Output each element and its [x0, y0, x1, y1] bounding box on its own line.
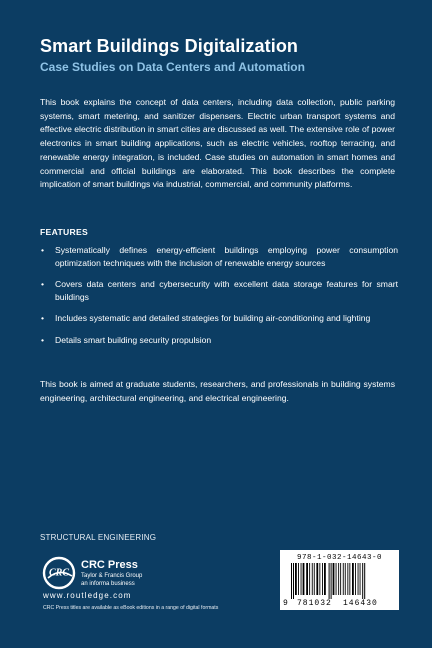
- bullet-icon: •: [41, 313, 45, 324]
- barcode-bar: [362, 563, 363, 599]
- bullet-icon: •: [41, 245, 45, 255]
- isbn-number: 978-1-032-14643-0: [296, 554, 382, 562]
- barcode-bars-icon: [291, 563, 391, 599]
- publisher-group: Taylor & Francis Group: [81, 573, 143, 579]
- feature-text: Details smart building security propulsion: [55, 334, 212, 345]
- barcode-bar: [338, 563, 339, 595]
- features-heading: FEATURES: [40, 227, 89, 237]
- barcode-bar: [333, 563, 335, 595]
- barcode-bar: [316, 563, 318, 595]
- barcode-bar: [329, 563, 330, 599]
- barcode-bar: [303, 563, 305, 595]
- barcode-bar: [314, 563, 315, 595]
- ebook-note: CRC Press titles are available as eBook editions in a range of digital formats: [43, 605, 219, 611]
- barcode-bar: [312, 563, 313, 595]
- barcode-bar: [301, 563, 302, 595]
- publisher-business: an informa business: [81, 581, 135, 587]
- feature-item: [40, 278, 398, 303]
- barcode-right-digits: 146430: [343, 599, 378, 608]
- barcode-bar: [343, 563, 344, 595]
- book-subtitle: Case Studies on Data Centers and Automation: [40, 60, 305, 74]
- barcode-bar: [349, 563, 350, 595]
- barcode-bar: [358, 563, 359, 595]
- barcode-bar: [345, 563, 346, 595]
- crc-logo-icon: [42, 556, 76, 590]
- book-title: Smart Buildings Digitalization: [40, 36, 299, 56]
- barcode-bar: [347, 563, 348, 595]
- barcode-bar: [340, 563, 341, 595]
- barcode-bar: [324, 563, 326, 595]
- barcode-bar: [331, 563, 332, 599]
- features-list: [40, 244, 398, 356]
- subject-category: STRUCTURAL ENGINEERING: [40, 533, 157, 542]
- publisher-name: CRC Press: [81, 559, 138, 571]
- bullet-icon: •: [41, 279, 45, 290]
- barcode-bar: [360, 563, 361, 595]
- barcode-bar: [364, 563, 365, 599]
- barcode-bar: [298, 563, 299, 595]
- bullet-icon: •: [41, 334, 45, 345]
- barcode-left-digits: 781032: [297, 599, 332, 608]
- audience-text: This book is aimed at graduate students, researchers, and professionals in building systems engineering, architectural engineering, and electrical engineering.: [40, 379, 395, 403]
- logo-text: CRC: [48, 567, 70, 579]
- barcode-lead-digit: 9: [283, 599, 289, 608]
- barcode-bar: [352, 563, 354, 595]
- barcode-bar: [309, 563, 310, 595]
- barcode-bar: [293, 563, 294, 599]
- barcode-bar: [306, 563, 308, 595]
- feature-text: Systematically defines energy-efficient buildings employing power consumption optimization techniques with the inclusion of renewable energy sources: [55, 245, 398, 268]
- barcode-bar: [336, 563, 337, 595]
- feature-text: Includes systematic and detailed strategies for building air-conditioning and lighting: [55, 313, 371, 324]
- publisher-website[interactable]: www.routledge.com: [43, 591, 132, 600]
- feature-item: [40, 334, 398, 347]
- isbn-barcode: [280, 550, 399, 610]
- book-description: This book explains the concept of data centers, including data collection, public parking systems, smart metering, and sanitizer dispensers. Electric urban transport systems and effective electric distribution in smart cities are discussed as well. The extensive role of power electronics in smart building applications, such as electric vehicles, rooftop terracing, and renewable energy integration, is included. Case studies on automation in smart homes and commercial and official buildings are elaborated. This book describes the complete implication of smart buildings via industrial, commercial, and community platforms.: [40, 97, 395, 190]
- feature-text: Covers data centers and cybersecurity with excellent data storage features for smart buildings: [55, 279, 398, 302]
- barcode-bar: [319, 563, 320, 595]
- feature-item: [40, 244, 398, 269]
- barcode-bar: [355, 563, 356, 595]
- barcode-bar: [295, 563, 297, 595]
- barcode-bar: [291, 563, 292, 599]
- feature-item: [40, 312, 398, 325]
- barcode-bar: [322, 563, 323, 595]
